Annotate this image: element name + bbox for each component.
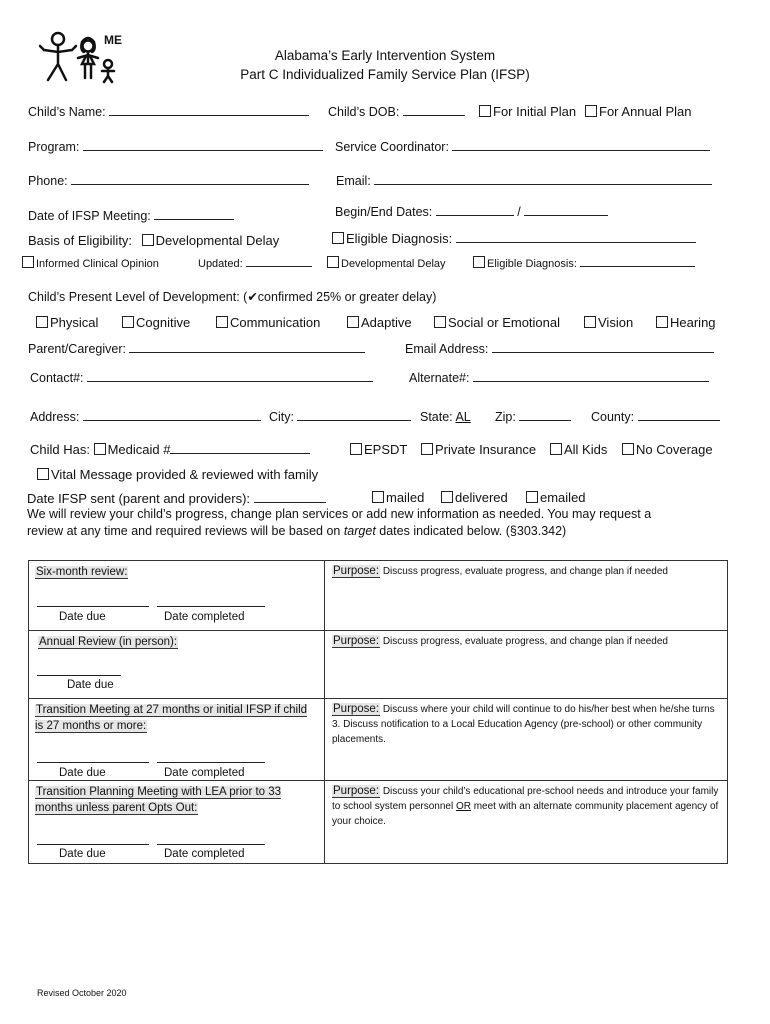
review-text-part: dates indicated below. (§303.342) (375, 524, 567, 538)
informed-clinical-opinion-label: Informed Clinical Opinion (36, 258, 159, 270)
email-address-field[interactable] (405, 342, 714, 356)
alternate-label: Alternate#: (409, 371, 470, 385)
table-row (29, 631, 727, 699)
date-separator: / (517, 205, 521, 219)
checkbox-box[interactable] (37, 468, 49, 480)
delivered-checkbox[interactable] (441, 490, 508, 505)
table-row (29, 561, 727, 631)
domain-physical[interactable] (36, 315, 98, 330)
epsdt-label: EPSDT (364, 442, 408, 457)
begin-end-dates-field[interactable] (335, 205, 608, 219)
checkbox-box[interactable] (585, 105, 597, 117)
date-due-label: Date due (59, 611, 106, 623)
begin-end-dates-label: Begin/End Dates: (335, 205, 433, 219)
domain-label: Communication (230, 315, 321, 330)
eligible-diagnosis-checkbox[interactable] (332, 232, 344, 244)
date-completed-line[interactable] (157, 596, 265, 607)
header-title-line1: Alabama’s Early Intervention System (274, 48, 496, 63)
date-due-label: Date due (59, 848, 106, 860)
checkbox-box[interactable] (584, 316, 596, 328)
zip-label: Zip: (495, 410, 516, 424)
childs-name-field[interactable] (28, 105, 309, 119)
city-field[interactable] (269, 410, 411, 424)
emailed-checkbox[interactable] (526, 490, 586, 505)
service-coordinator-field[interactable] (335, 140, 710, 154)
initial-plan-checkbox[interactable] (479, 104, 576, 119)
phone-field[interactable] (28, 174, 309, 188)
purpose-label: Purpose: (333, 785, 380, 797)
private-insurance-label: Private Insurance (435, 442, 537, 457)
phone-label: Phone: (28, 174, 68, 188)
email-field[interactable] (336, 174, 712, 188)
date-due-label: Date due (67, 679, 114, 691)
initial-plan-label: For Initial Plan (493, 104, 577, 119)
city-label: City: (269, 410, 294, 424)
checkbox-box[interactable] (479, 105, 491, 117)
checkbox-box[interactable] (434, 316, 446, 328)
transition-meeting-label: Transition Meeting at 27 months or initial IFSP if child is 27 months or more: (35, 704, 308, 732)
date-completed-label: Date completed (164, 848, 245, 860)
purpose-text: Discuss progress, evaluate progress, and change plan if needed (382, 566, 668, 577)
purpose-text: Discuss your child’s educational pre-school needs and introduce your family to school system personnel (332, 786, 719, 812)
child-has-label: Child Has: (30, 442, 90, 457)
parent-caregiver-field[interactable] (28, 342, 365, 356)
purpose-label: Purpose: (333, 703, 380, 715)
basis-of-eligibility (28, 233, 279, 248)
checkbox-box[interactable] (122, 316, 134, 328)
domain-label: Cognitive (136, 315, 191, 330)
address-field[interactable] (30, 410, 261, 424)
date-completed-line[interactable] (157, 834, 265, 845)
review-text-part: review at any time and required reviews will be based on (27, 524, 344, 538)
revision-date: Revised October 2020 (37, 988, 127, 998)
child-has-medicaid[interactable] (30, 442, 310, 457)
developmental-delay-2-label: Developmental Delay (341, 258, 446, 270)
county-label: County: (591, 410, 635, 424)
checkbox-box[interactable] (22, 256, 34, 268)
date-completed-line[interactable] (157, 752, 265, 763)
domain-label: Adaptive (361, 315, 412, 330)
domain-label: Physical (50, 315, 99, 330)
purpose-text: meet with an alternate community placement agency of your choice. (332, 801, 719, 827)
logo-me-text: ME (104, 33, 122, 47)
mailed-label: mailed (386, 490, 425, 505)
review-schedule-table (28, 560, 728, 864)
date-due-line[interactable] (37, 596, 149, 607)
domain-adaptive[interactable] (347, 315, 412, 330)
purpose-text: Discuss progress, evaluate progress, and change plan if needed (382, 636, 668, 647)
checkbox-box[interactable] (347, 316, 359, 328)
purpose-label: Purpose: (333, 635, 380, 647)
date-completed-label: Date completed (164, 767, 245, 779)
medicaid-label: Medicaid # (107, 442, 171, 457)
checkbox-box[interactable] (36, 316, 48, 328)
domain-cognitive[interactable] (122, 315, 190, 330)
alternate-field[interactable] (409, 371, 709, 385)
childs-dob-label: Child’s DOB: (328, 105, 400, 119)
annual-review-label: Annual Review (in person): (39, 636, 178, 648)
developmental-delay-label: Developmental Delay (155, 233, 280, 248)
private-insurance-checkbox[interactable] (421, 442, 536, 457)
county-field[interactable] (591, 410, 720, 424)
date-due-line[interactable] (37, 834, 149, 845)
no-coverage-checkbox[interactable] (622, 442, 713, 457)
developmental-delay-checkbox[interactable] (142, 234, 154, 246)
state-value: AL (455, 410, 471, 424)
email-label: Email: (336, 174, 371, 188)
childs-name-label: Child’s Name: (28, 105, 106, 119)
zip-field[interactable] (495, 410, 571, 424)
basis-of-eligibility-label: Basis of Eligibility: (28, 233, 133, 248)
domain-label: Social or Emotional (448, 315, 560, 330)
date-ifsp-sent-label: Date IFSP sent (parent and providers): (27, 491, 251, 506)
eligible-diagnosis-2-label: Eligible Diagnosis: (487, 258, 577, 270)
annual-plan-checkbox[interactable] (585, 104, 692, 119)
checkbox-box[interactable] (327, 256, 339, 268)
annual-plan-label: For Annual Plan (599, 104, 692, 119)
ifsp-meeting-date-field[interactable] (28, 209, 234, 223)
domain-communication[interactable] (216, 315, 320, 330)
date-due-label: Date due (59, 767, 106, 779)
domain-social-emotional[interactable] (434, 315, 560, 330)
date-due-line[interactable] (37, 752, 149, 763)
review-text-line2 (27, 524, 566, 538)
table-row (29, 781, 727, 863)
no-coverage-label: No Coverage (636, 442, 713, 457)
emailed-label: emailed (540, 490, 586, 505)
domain-label: Vision (598, 315, 634, 330)
address-label: Address: (30, 410, 80, 424)
table-row (29, 699, 727, 781)
eligible-diagnosis-field[interactable] (332, 231, 696, 246)
all-kids-checkbox[interactable] (550, 442, 607, 457)
header-title-line2: Part C Individualized Family Service Plan (IFSP) (240, 67, 530, 82)
delivered-label: delivered (455, 490, 508, 505)
informed-clinical-opinion-checkbox[interactable] (22, 256, 159, 270)
purpose-or: OR (455, 801, 471, 812)
domain-label: Hearing (670, 315, 716, 330)
state-field[interactable] (420, 410, 471, 424)
checkbox-box[interactable] (550, 443, 562, 455)
updated-label: Updated: (198, 258, 243, 270)
parent-caregiver-label: Parent/Caregiver: (28, 342, 126, 356)
purpose-label: Purpose: (333, 565, 380, 577)
domain-vision[interactable] (584, 315, 633, 330)
contact-label: Contact#: (30, 371, 84, 385)
ifsp-meeting-date-label: Date of IFSP Meeting: (28, 209, 151, 223)
checkbox-box[interactable] (473, 256, 485, 268)
date-ifsp-sent-field[interactable] (27, 491, 326, 506)
service-coordinator-label: Service Coordinator: (335, 140, 449, 154)
checkbox-box[interactable] (526, 491, 538, 503)
childs-dob-field[interactable] (328, 105, 465, 119)
checkbox-box[interactable] (350, 443, 362, 455)
vital-message-checkbox[interactable] (37, 467, 318, 482)
checkbox-box[interactable] (216, 316, 228, 328)
developmental-delay-2-checkbox[interactable] (327, 256, 446, 270)
review-text-italic: target (343, 524, 376, 538)
eligible-diagnosis-2-field[interactable] (473, 256, 695, 270)
domain-hearing[interactable] (656, 315, 716, 330)
medicaid-checkbox[interactable] (94, 443, 106, 455)
state-label: State: (420, 410, 453, 424)
checkbox-box[interactable] (656, 316, 668, 328)
eligible-diagnosis-label: Eligible Diagnosis: (346, 231, 453, 246)
date-due-line[interactable] (37, 665, 121, 676)
transition-planning-label: Transition Planning Meeting with LEA prior to 33 months unless parent Opts Out: (35, 786, 282, 814)
checkbox-box[interactable] (372, 491, 384, 503)
six-month-review-label: Six-month review: (36, 566, 128, 578)
program-label: Program: (28, 140, 80, 154)
checkbox-box[interactable] (421, 443, 433, 455)
present-level-heading: Child’s Present Level of Development: (✔confirmed 25% or greater delay) (28, 290, 437, 304)
contact-field[interactable] (30, 371, 373, 385)
checkbox-box[interactable] (622, 443, 634, 455)
purpose-text: Discuss where your child will continue to do his/her best when he/she turns 3. Discuss notification to a Local Education Agency (pre-school) or other community placements. (332, 704, 715, 745)
date-completed-label: Date completed (164, 611, 245, 623)
program-field[interactable] (28, 140, 323, 154)
email-address-label: Email Address: (405, 342, 489, 356)
checkbox-box[interactable] (441, 491, 453, 503)
vital-message-label: Vital Message provided & reviewed with family (51, 467, 319, 482)
mailed-checkbox[interactable] (372, 490, 424, 505)
updated-field[interactable] (198, 256, 312, 270)
review-text-line1: We will review your child’s progress, change plan services or add new information as needed. You may request a (27, 507, 652, 521)
epsdt-checkbox[interactable] (350, 442, 407, 457)
all-kids-label: All Kids (564, 442, 608, 457)
